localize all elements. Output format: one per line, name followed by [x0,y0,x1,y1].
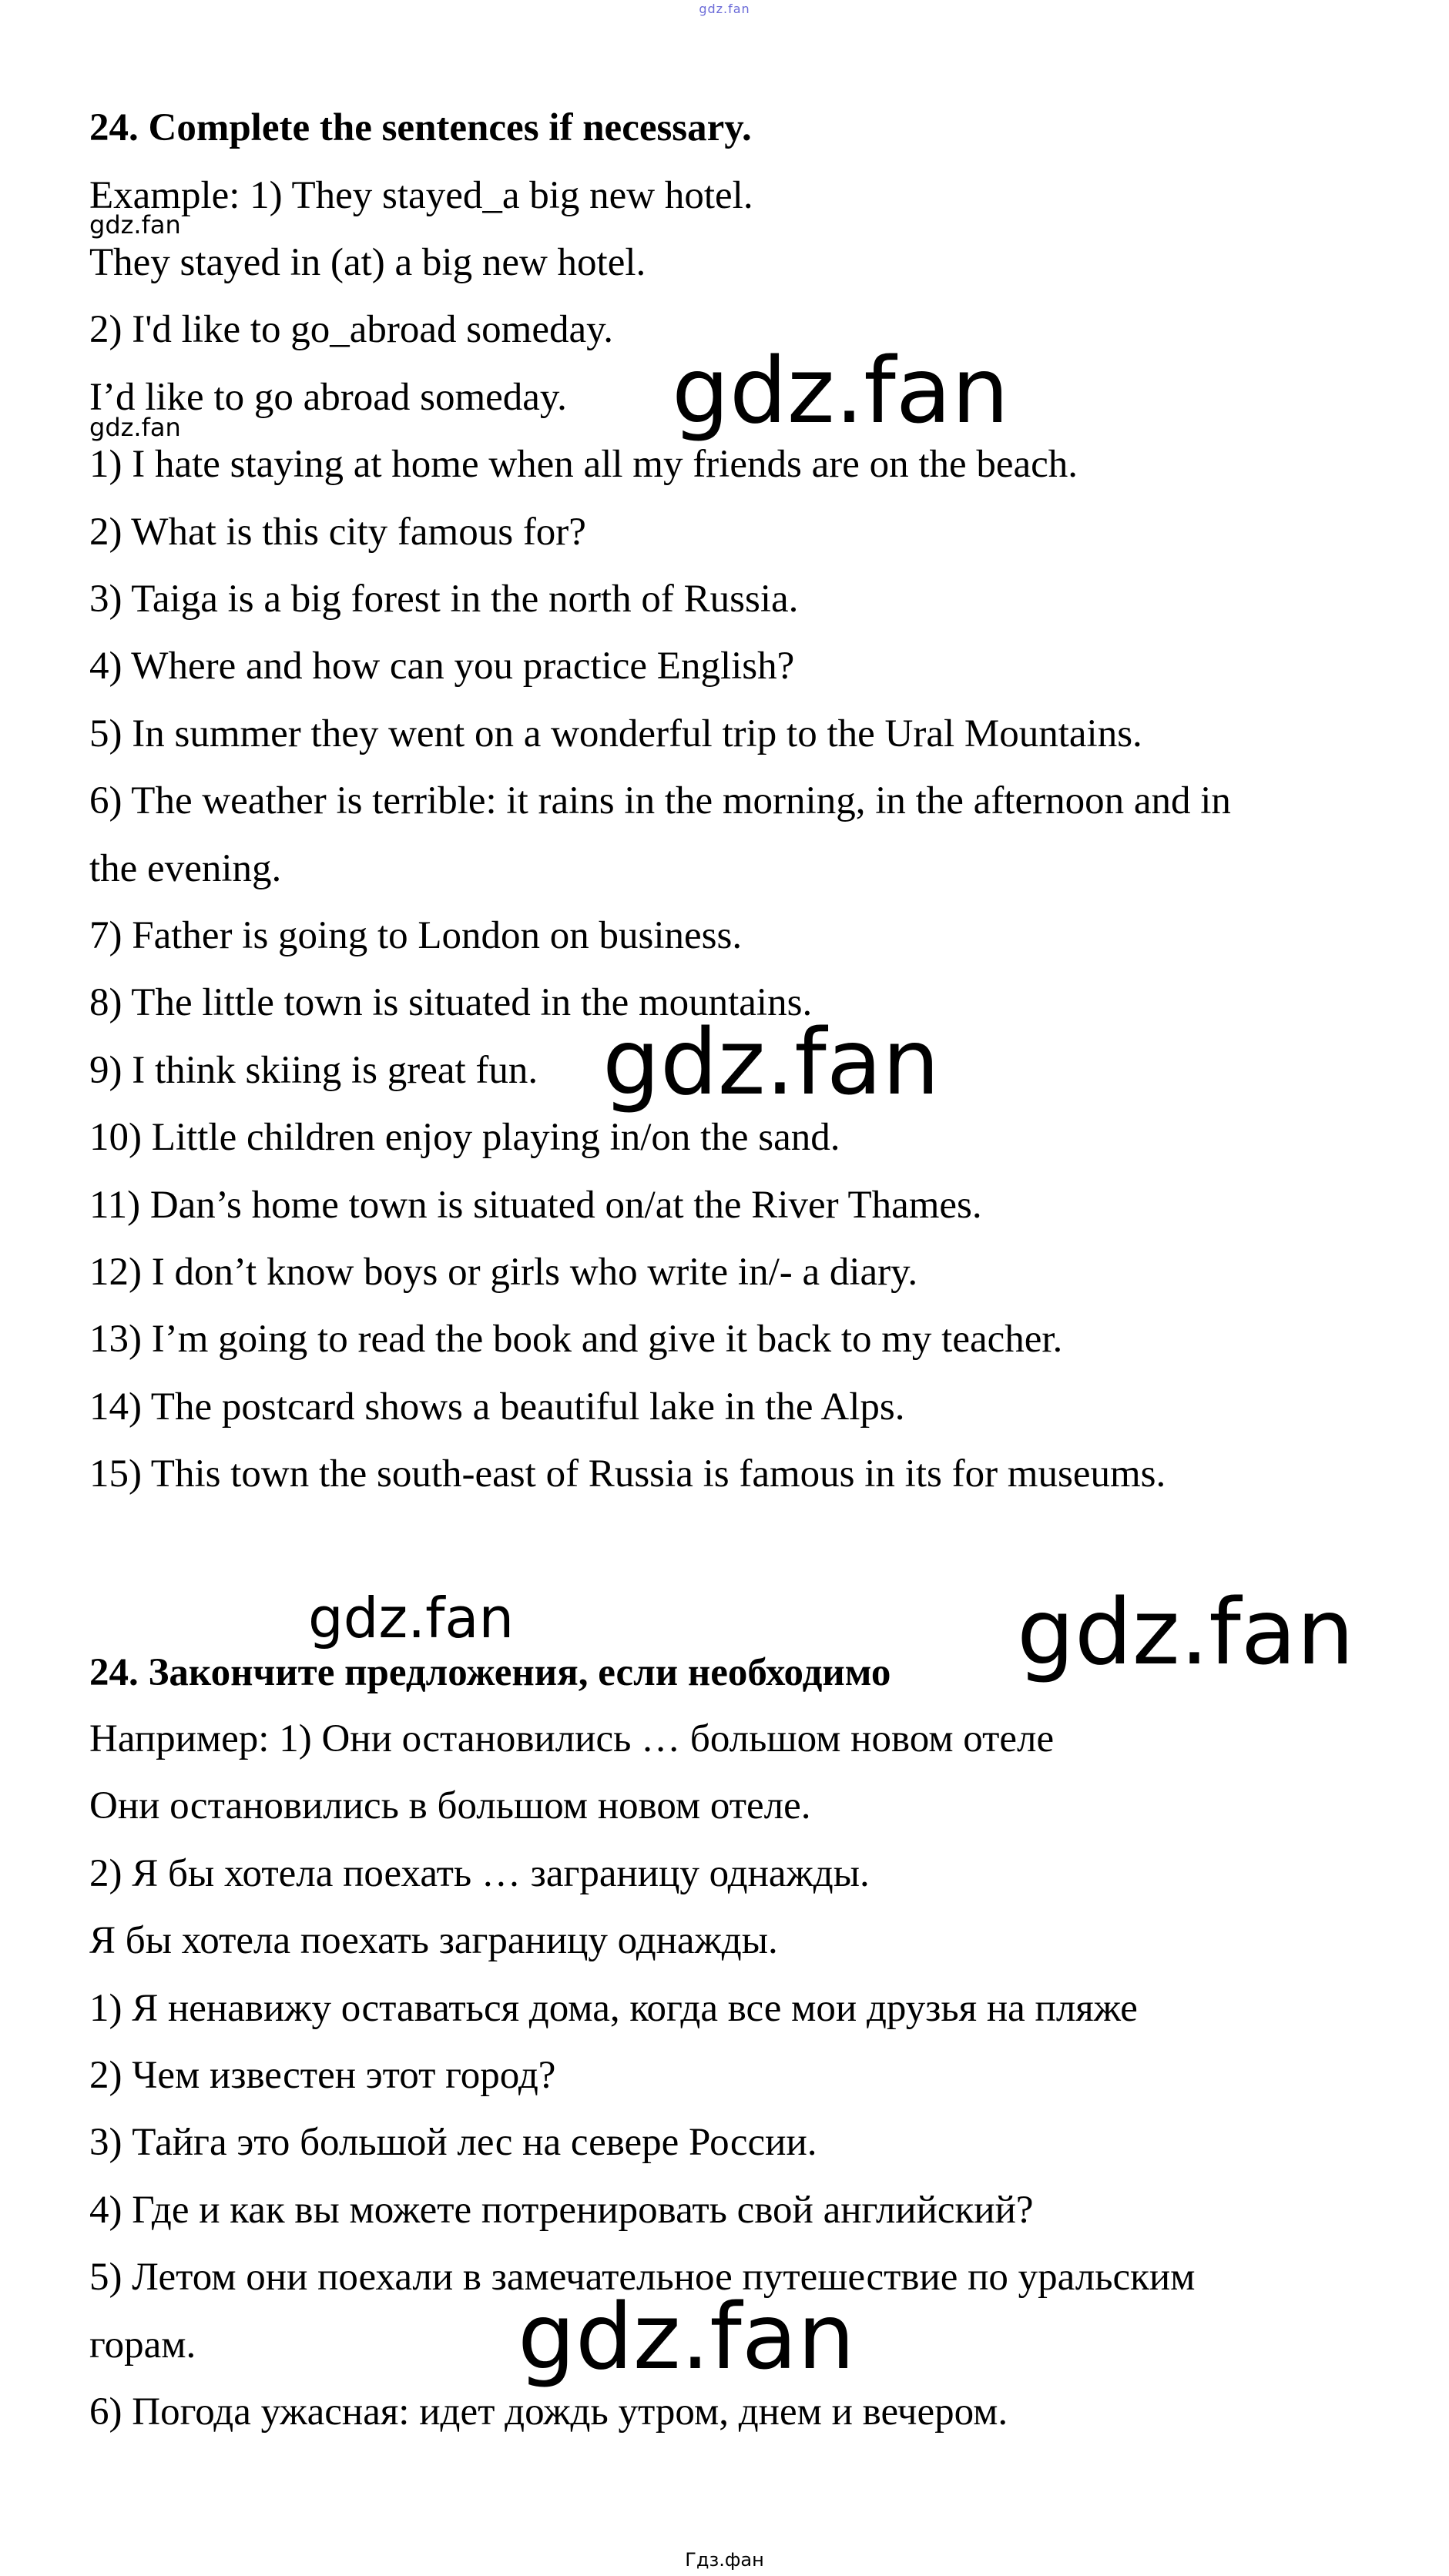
russian-line: 6) Погода ужасная: идет дождь утром, днем и вечером. [89,2390,1008,2434]
english-line: 12) I don’t know boys or girls who write in/- a diary. [89,1251,918,1294]
english-line: 4) Where and how can you practice English? [89,645,795,688]
english-line: They stayed in (at) a big new hotel. [89,241,646,284]
english-line: 1) I hate staying at home when all my friends are on the beach. [89,443,1078,486]
watermark: gdz.fan [602,1009,940,1115]
russian-line: 2) Чем известен этот город? [89,2054,556,2097]
english-line: 15) This town the south-east of Russia is famous in its for museums. [89,1452,1166,1496]
english-line: 8) The little town is situated in the mountains. [89,981,813,1024]
russian-line: Они остановились в большом новом отеле. [89,1784,811,1827]
russian-line: горам. [89,2323,196,2367]
watermark: gdz.fan [672,337,1009,444]
russian-line: 5) Летом они поехали в замечательное путешествие по уральским [89,2256,1196,2299]
russian-line: 2) Я бы хотела поехать … заграницу однажды. [89,1852,870,1895]
russian-line: 4) Где и как вы можете потренировать свой английский? [89,2189,1034,2232]
english-line: 13) I’m going to read the book and give it back to my teacher. [89,1318,1063,1361]
watermark: gdz.fan [89,413,181,442]
watermark: gdz.fan [1017,1579,1354,1685]
watermark: gdz.fan [308,1586,515,1650]
english-line: 2) What is this city famous for? [89,511,586,554]
english-line: 2) I'd like to go_abroad someday. [89,308,614,351]
russian-line: Например: 1) Они остановились … большом новом отеле [89,1717,1055,1760]
english-line: 10) Little children enjoy playing in/on the sand. [89,1116,840,1159]
watermark: gdz.fan [89,210,181,240]
english-line: 7) Father is going to London on business. [89,914,743,957]
english-line: 5) In summer they went on a wonderful trip to the Ural Mountains. [89,712,1142,755]
english-line: the evening. [89,847,282,890]
english-heading: 24. Complete the sentences if necessary. [89,106,752,149]
english-line: I’d like to go abroad someday. [89,376,567,419]
russian-line: 3) Тайга это большой лес на севере России. [89,2121,817,2164]
top-site-mark: gdz.fan [699,2,750,16]
english-line: 6) The weather is terrible: it rains in the morning, in the afternoon and in [89,779,1231,822]
footer-site-mark: Гдз.фан [685,2549,764,2571]
russian-line: Я бы хотела поехать заграницу однажды. [89,1919,778,1962]
english-line: 14) The postcard shows a beautiful lake in the Alps. [89,1385,905,1429]
watermark: gdz.fan [518,2283,855,2390]
english-line: 3) Taiga is a big forest in the north of Russia. [89,578,799,621]
english-line: 9) I think skiing is great fun. [89,1049,538,1092]
english-line: 11) Dan’s home town is situated on/at the River Thames. [89,1184,982,1227]
english-line: Example: 1) They stayed_a big new hotel. [89,174,753,217]
russian-heading: 24. Закончите предложения, если необходимо [89,1651,891,1694]
russian-line: 1) Я ненавижу оставаться дома, когда все мои друзья на пляже [89,1987,1138,2030]
